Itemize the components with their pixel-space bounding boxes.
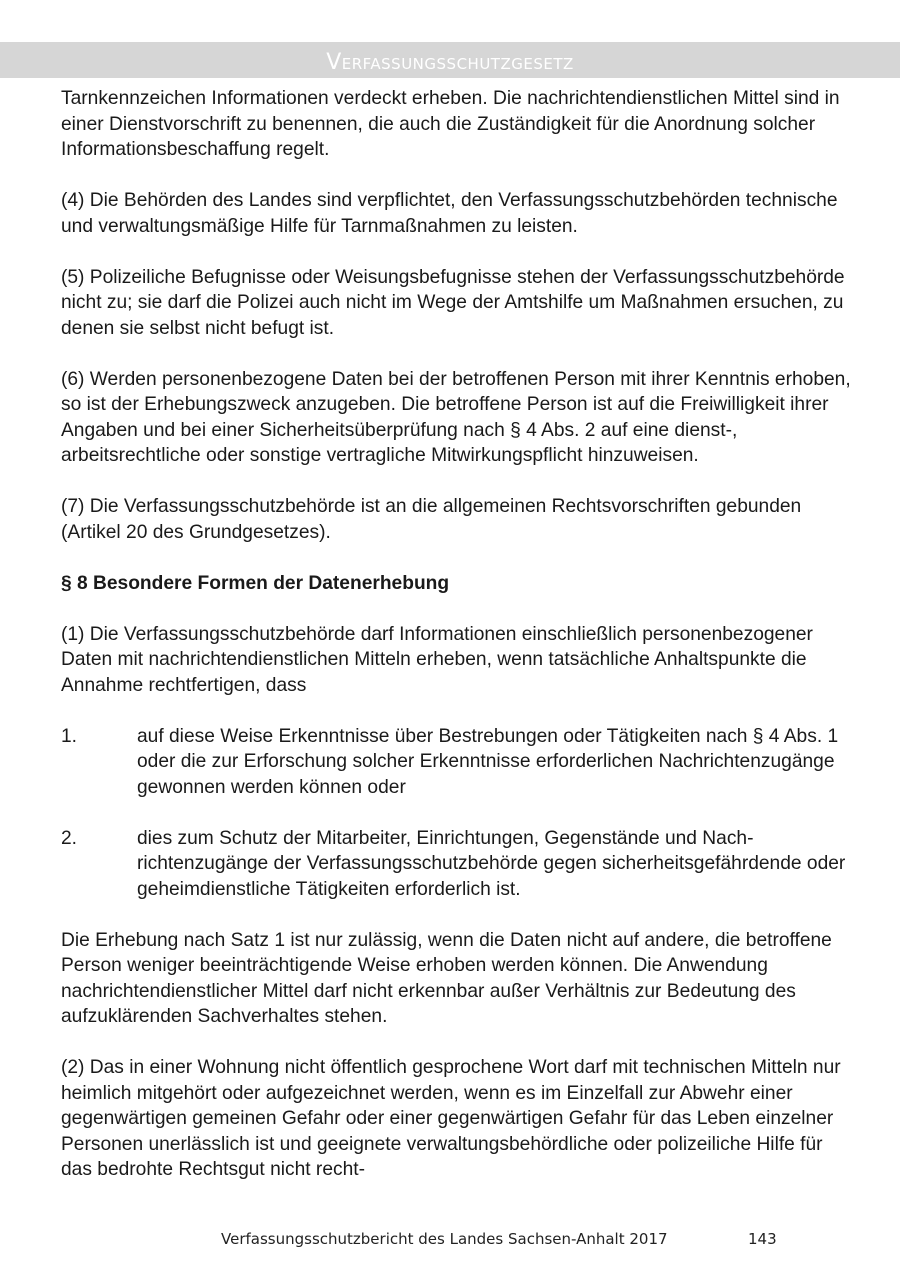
section-8-paragraph-satz: Die Erhebung nach Satz 1 ist nur zulässig, wenn die Daten nicht auf andere, die betroffene Person weniger beeinträchtigende Weise erhoben werden können. Die Anwendung nachrichtendienstlicher Mittel darf nicht erkennbar außer Verhältnis zur Bedeutung des aufzuklärenden Sachverhaltes stehen. xyxy=(61,929,832,1027)
running-header-title: Verfassungsschutzgesetz xyxy=(326,50,574,75)
list-item-text: auf diese Weise Erkenntnisse über Bestrebungen oder Tätigkeiten nach § 4 Abs. 1 oder die zur Erforschung solcher Erkenntnisse erforderlichen Nachrichtenzugänge gewonnen werden können oder xyxy=(137,725,839,798)
footer-publication-title: Verfassungsschutzbericht des Landes Sachsen-Anhalt 2017 xyxy=(221,1230,668,1248)
paragraph-intro: Tarnkennzeichen Informationen verdeckt erheben. Die nachrichtendienstlichen Mittel sind in einer Dienstvorschrift zu benennen, die auch die Zuständigkeit für die Anordnung solcher Informationsbeschaffung regelt. xyxy=(61,88,840,160)
list-item-number: 1. xyxy=(61,725,78,747)
section-8-paragraph-2: (2) Das in einer Wohnung nicht öffentlich gesprochene Wort darf mit technischen Mitteln nur heimlich mitgehört oder aufgezeichnet werden, wenn es im Einzelfall zur Abwehr einer gegenwärtigen gemeinen Gefahr oder einer gegenwärtigen Gefahr für das Leben einzelner Personen unerlässlich ist und geeignete verwaltungsbehördliche oder polizeiliche Hilfe für das bedrohte Rechtsgut nicht recht- xyxy=(61,1057,841,1180)
section-heading: § 8 Besondere Formen der Datenerhebung xyxy=(61,572,450,594)
list-item xyxy=(61,724,851,801)
list-item xyxy=(61,826,851,903)
paragraph-6: (6) Werden personenbezogene Daten bei der betroffenen Person mit ihrer Kenntnis erhoben, so ist der Erhebungszweck anzugeben. Die betroffene Person ist auf die Freiwilligkeit ihrer Angaben und bei einer Sicherheitsüberprüfung nach § 4 Abs. 2 auf eine dienst-, arbeitsrechtliche oder sonstige vertragliche Mitwirkungspflicht hinzuweisen. xyxy=(61,368,851,466)
paragraph-7: (7) Die Verfassungsschutzbehörde ist an die allgemeinen Rechtsvorschriften gebunden (Artikel 20 des Grundgesetzes). xyxy=(61,496,802,543)
footer-page-number: 143 xyxy=(748,1230,777,1248)
list-item-number: 2. xyxy=(61,827,78,849)
list-item-text: dies zum Schutz der Mitarbeiter, Einrichtungen, Gegenstände und Nachrichtenzugänge der Verfassungsschutzbehörde gegen sicherheitsgefährdende oder geheimdienstliche Tätigkeiten erforderlich ist. xyxy=(137,827,846,900)
page-body xyxy=(61,86,851,1208)
paragraph-5: (5) Polizeiliche Befugnisse oder Weisungsbefugnisse stehen der Verfassungsschutzbehörde nicht zu; sie darf die Polizei auch nicht im Wege der Amtshilfe um Maßnahmen ersuchen, zu denen sie selbst nicht befugt ist. xyxy=(61,266,845,339)
section-8-paragraph-1: (1) Die Verfassungsschutzbehörde darf Informationen einschließlich personenbezogener Daten mit nachrichtendienstlichen Mitteln erheben, wenn tatsächliche Anhaltspunkte die Annahme rechtfertigen, dass xyxy=(61,623,813,696)
paragraph-4: (4) Die Behörden des Landes sind verpflichtet, den Verfassungsschutzbehörden technische und verwaltungsmäßige Hilfe für Tarnmaßnahmen zu leisten. xyxy=(61,190,838,237)
